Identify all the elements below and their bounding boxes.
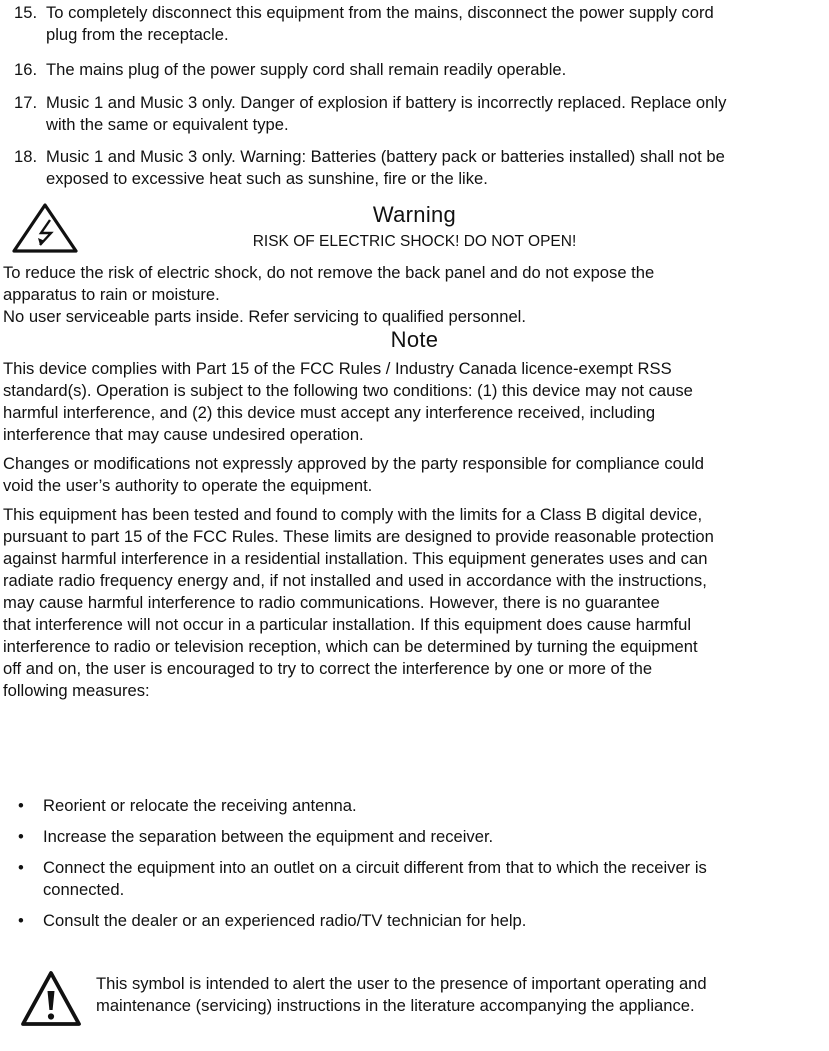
item-number: 15. [14, 3, 38, 22]
item-text-line2: exposed to excessive heat such as sunshine, fire or the like. [46, 169, 488, 188]
list-item-text: Increase the separation between the equipment and receiver. [43, 827, 494, 846]
exclamation-warning-triangle-icon-svg [20, 970, 82, 1028]
bullet-dot-icon: • [18, 858, 24, 877]
item-text-line1: To completely disconnect this equipment from the mains, disconnect the power supply cord [46, 3, 714, 22]
exclamation-warning-triangle-icon [20, 970, 82, 1034]
list-item [18, 795, 823, 817]
item-number: 16. [14, 60, 38, 79]
note-p2-line: void the user’s authority to operate the equipment. [3, 476, 373, 495]
bullet-dot-icon: • [18, 911, 24, 930]
list-item [18, 910, 823, 932]
note-paragraph-1 [3, 358, 825, 446]
warning-subtitle: RISK OF ELECTRIC SHOCK! DO NOT OPEN! [252, 233, 577, 250]
list-item-text: Reorient or relocate the receiving antenna. [43, 796, 357, 815]
note-p1-line: standard(s). Operation is subject to the following two conditions: (1) this device may not cause [3, 381, 693, 400]
item-text-line1: Music 1 and Music 3 only. Warning: Batteries (battery pack or batteries installed) shall not be [46, 147, 725, 166]
symbol-notice [96, 973, 821, 1017]
list-item-text: Connect the equipment into an outlet on a circuit different from that to which the receiver is [43, 858, 707, 877]
warning-line3: No user serviceable parts inside. Refer servicing to qualified personnel. [3, 307, 526, 326]
symbol-notice-line1: This symbol is intended to alert the user to the presence of important operating and [96, 974, 707, 993]
note-p3-line: interference to radio or television reception, which can be determined by turning the equipment [3, 637, 698, 656]
safety-item-18 [14, 146, 822, 190]
item-text-line1: The mains plug of the power supply cord shall remain readily operable. [46, 60, 567, 79]
note-p3-line: radiate radio frequency energy and, if not installed and used in accordance with the instructions, [3, 571, 707, 590]
warning-line1: To reduce the risk of electric shock, do not remove the back panel and do not expose the [3, 263, 655, 282]
note-title: Note [390, 327, 439, 352]
list-item-text-cont: connected. [43, 880, 125, 899]
note-p3-line: that interference will not occur in a particular installation. If this equipment does cause harmful [3, 615, 692, 634]
note-p3-line: may cause harmful interference to radio communications. However, there is no guarantee [3, 593, 660, 612]
item-text-line2: plug from the receptacle. [46, 25, 229, 44]
note-paragraph-3 [3, 504, 825, 702]
note-p3-line: This equipment has been tested and found to comply with the limits for a Class B digital device, [3, 505, 703, 524]
safety-item-16 [14, 59, 822, 81]
item-number: 17. [14, 93, 38, 112]
note-p3-line: against harmful interference in a residential installation. This equipment generates uses and can [3, 549, 708, 568]
safety-item-15 [14, 2, 822, 46]
item-text-line1: Music 1 and Music 3 only. Danger of explosion if battery is incorrectly replaced. Replace only [46, 93, 727, 112]
note-p1-line: interference that may cause undesired operation. [3, 425, 364, 444]
list-item [18, 826, 823, 848]
list-item-text: Consult the dealer or an experienced radio/TV technician for help. [43, 911, 527, 930]
warning-line2: apparatus to rain or moisture. [3, 285, 220, 304]
item-number: 18. [14, 147, 38, 166]
note-p3-line: off and on, the user is encouraged to try to correct the interference by one or more of the [3, 659, 653, 678]
warning-title: Warning [372, 202, 457, 227]
bullet-dot-icon: • [18, 796, 24, 815]
bullet-dot-icon: • [18, 827, 24, 846]
note-paragraph-2 [3, 453, 825, 497]
note-p1-line: harmful interference, and (2) this device must accept any interference received, including [3, 403, 656, 422]
safety-item-17 [14, 92, 822, 136]
note-p2-line: Changes or modifications not expressly approved by the party responsible for compliance could [3, 454, 705, 473]
item-text-line2: with the same or equivalent type. [46, 115, 289, 134]
list-item [18, 857, 823, 901]
note-p3-line: pursuant to part 15 of the FCC Rules. These limits are designed to provide reasonable protection [3, 527, 714, 546]
note-p3-line: following measures: [3, 681, 150, 700]
warning-text [3, 262, 825, 328]
symbol-notice-line2: maintenance (servicing) instructions in the literature accompanying the appliance. [96, 996, 695, 1015]
note-p1-line: This device complies with Part 15 of the FCC Rules / Industry Canada licence-exempt RSS [3, 359, 672, 378]
measures-list [18, 795, 823, 941]
